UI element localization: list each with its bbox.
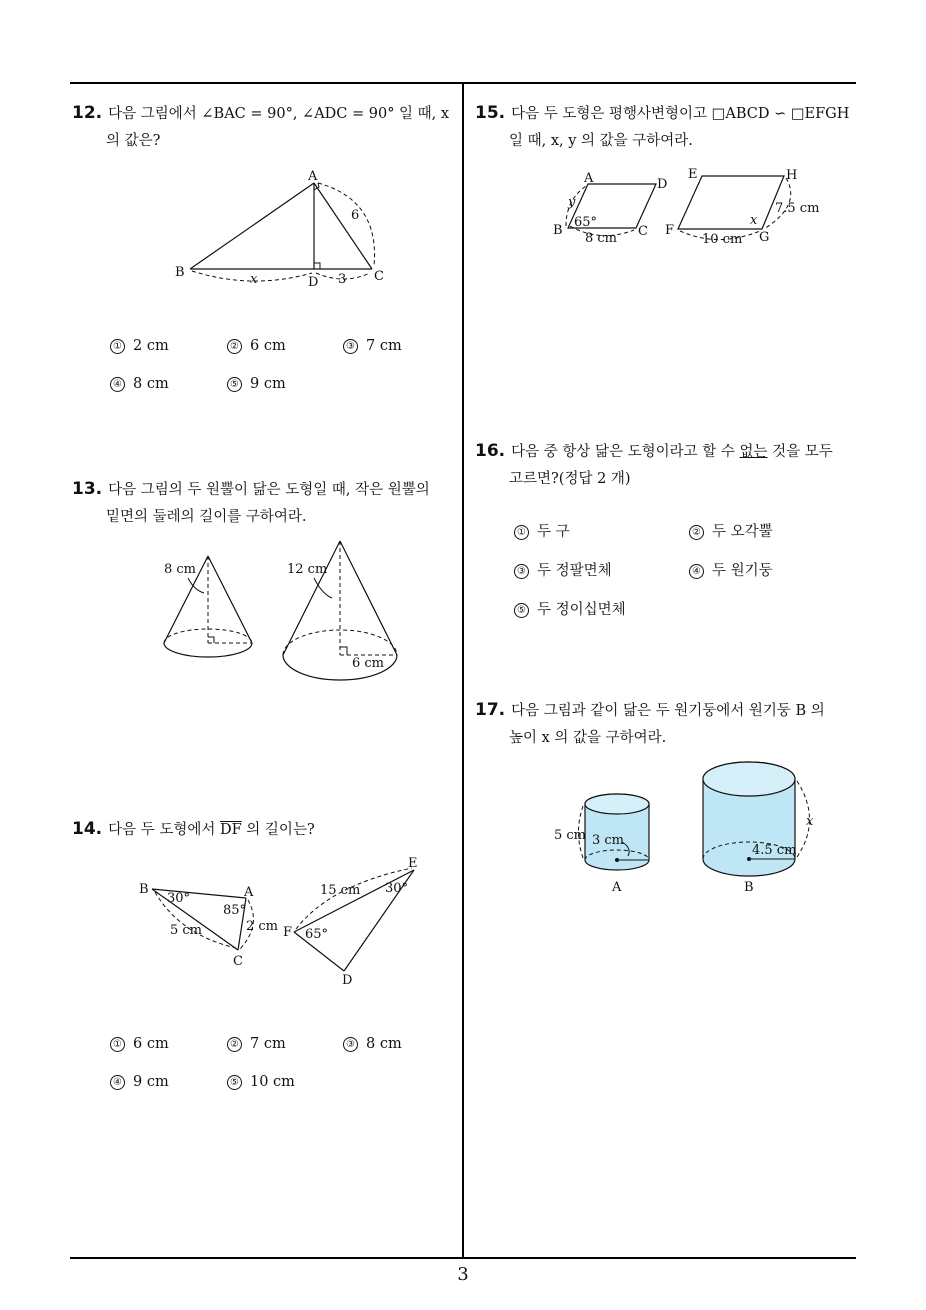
choice-marker: ①	[110, 339, 125, 354]
choice-label: 9 cm	[250, 376, 286, 392]
label-len-x: x	[250, 272, 258, 287]
label-len-AC: 2 cm	[246, 919, 279, 934]
label-large-radius: 6 cm	[352, 656, 385, 671]
choice-label: 9 cm	[133, 1074, 169, 1090]
label-D: D	[308, 275, 319, 290]
label-height-B: x	[806, 814, 814, 829]
choice-marker: ②	[227, 1037, 242, 1052]
question-text-end: 의 길이는?	[241, 822, 315, 838]
choice-label: 2 cm	[133, 338, 169, 354]
page-number: 3	[457, 1264, 469, 1285]
question-number: 14.	[72, 819, 103, 839]
choice-label: 두 원기둥	[712, 563, 773, 579]
choice-label: 두 오각뿔	[712, 524, 773, 540]
label-len-AC: 6	[351, 208, 360, 223]
choice-label: 8 cm	[133, 376, 169, 392]
choice-marker: ④	[110, 1075, 125, 1090]
choice-marker: ③	[343, 339, 358, 354]
choice-label: 8 cm	[366, 1036, 402, 1052]
question-text: 다음 두 도형에서	[108, 822, 221, 838]
choice-marker: ⑤	[227, 1075, 242, 1090]
question-text: 다음 그림에서 ∠BAC = 90°, ∠ADC = 90° 일 때, x	[108, 106, 450, 122]
label-y: y	[568, 195, 576, 210]
label-E: E	[408, 856, 418, 871]
question-text-line2: 의 값은?	[106, 133, 161, 149]
label-angle-B: 65°	[574, 215, 598, 230]
label-F: F	[283, 925, 293, 940]
label-radius-A: 3 cm	[592, 833, 625, 848]
label-A: A	[584, 171, 594, 186]
question-text: 다음 그림의 두 원뿔이 닮은 도형일 때, 작은 원뿔의	[108, 482, 430, 498]
label-A: A	[308, 169, 318, 184]
label-angle-B: 30°	[167, 891, 191, 906]
label-C: C	[233, 954, 243, 969]
question-text-line2: 밑면의 둘레의 길이를 구하여라.	[106, 509, 307, 525]
choice-marker: ⑤	[227, 377, 242, 392]
label-radius-B: 4.5 cm	[752, 843, 797, 858]
label-len-BC: 8 cm	[585, 231, 618, 246]
choice-marker: ⑤	[514, 603, 529, 618]
choice-label: 6 cm	[133, 1036, 169, 1052]
choice-marker: ③	[343, 1037, 358, 1052]
choice-label: 7 cm	[366, 338, 402, 354]
choice-label: 7 cm	[250, 1036, 286, 1052]
question-text: 다음 중 항상 닮은 도형이라고 할 수	[511, 444, 740, 460]
choice-label: 10 cm	[250, 1074, 295, 1090]
choice-marker: ③	[514, 564, 529, 579]
choice-marker: ①	[110, 1037, 125, 1052]
label-D: D	[342, 973, 353, 988]
question-text: 다음 그림과 같이 닮은 두 원기둥에서 원기둥 B 의	[511, 703, 825, 719]
label-angle-E: 30°	[385, 881, 409, 896]
question-number: 13.	[72, 479, 103, 499]
label-B: B	[139, 882, 149, 897]
label-G: G	[759, 230, 770, 245]
question-text-line2: 높이 x 의 값을 구하여라.	[509, 730, 667, 746]
cylinder-A-top	[585, 794, 649, 814]
question-number: 15.	[475, 103, 506, 123]
choice-label: 두 정팔면체	[537, 563, 612, 579]
question-number: 16.	[475, 441, 506, 461]
label-B: B	[175, 265, 185, 280]
choice-marker: ④	[689, 564, 704, 579]
choice-label: 6 cm	[250, 338, 286, 354]
choice-marker: ①	[514, 525, 529, 540]
label-B: B	[744, 880, 754, 895]
label-D: D	[657, 177, 668, 192]
segment-DF: $\overline{DF}$	[220, 822, 242, 838]
label-large-slant: 12 cm	[287, 562, 328, 577]
label-x: x	[750, 213, 758, 228]
question-text-line2: 일 때, x, y 의 값을 구하여라.	[509, 133, 693, 149]
question-text-end: 것을 모두	[767, 444, 833, 460]
label-len-FE: 15 cm	[320, 883, 361, 898]
label-small-slant: 8 cm	[164, 562, 197, 577]
label-B: B	[553, 223, 563, 238]
question-number: 17.	[475, 700, 506, 720]
choice-marker: ②	[689, 525, 704, 540]
label-H: H	[786, 168, 798, 183]
label-angle-F: 65°	[305, 927, 329, 942]
label-C: C	[638, 224, 648, 239]
cylinder-B-top	[703, 762, 795, 796]
choice-marker: ②	[227, 339, 242, 354]
choice-label: 두 구	[537, 524, 570, 540]
question-text-line2: 고르면?(정답 2 개)	[509, 471, 631, 487]
label-len-DC: 3	[338, 272, 347, 287]
label-height-A: 5 cm	[554, 828, 587, 843]
question-number: 12.	[72, 103, 103, 123]
label-len-FG: 10 cm	[702, 232, 743, 247]
label-E: E	[688, 167, 698, 182]
label-A: A	[244, 885, 254, 900]
label-F: F	[665, 223, 675, 238]
label-angle-A: 85°	[223, 903, 247, 918]
choice-label: 두 정이십면체	[537, 602, 626, 618]
label-C: C	[374, 269, 384, 284]
label-A: A	[612, 880, 622, 895]
question-text: 다음 두 도형은 평행사변형이고 □ABCD ∽ □EFGH	[511, 106, 850, 122]
emphasis-none: 없는	[739, 444, 768, 460]
choice-marker: ④	[110, 377, 125, 392]
label-len-BC: 5 cm	[170, 923, 203, 938]
label-len-GH: 7.5 cm	[775, 201, 820, 216]
